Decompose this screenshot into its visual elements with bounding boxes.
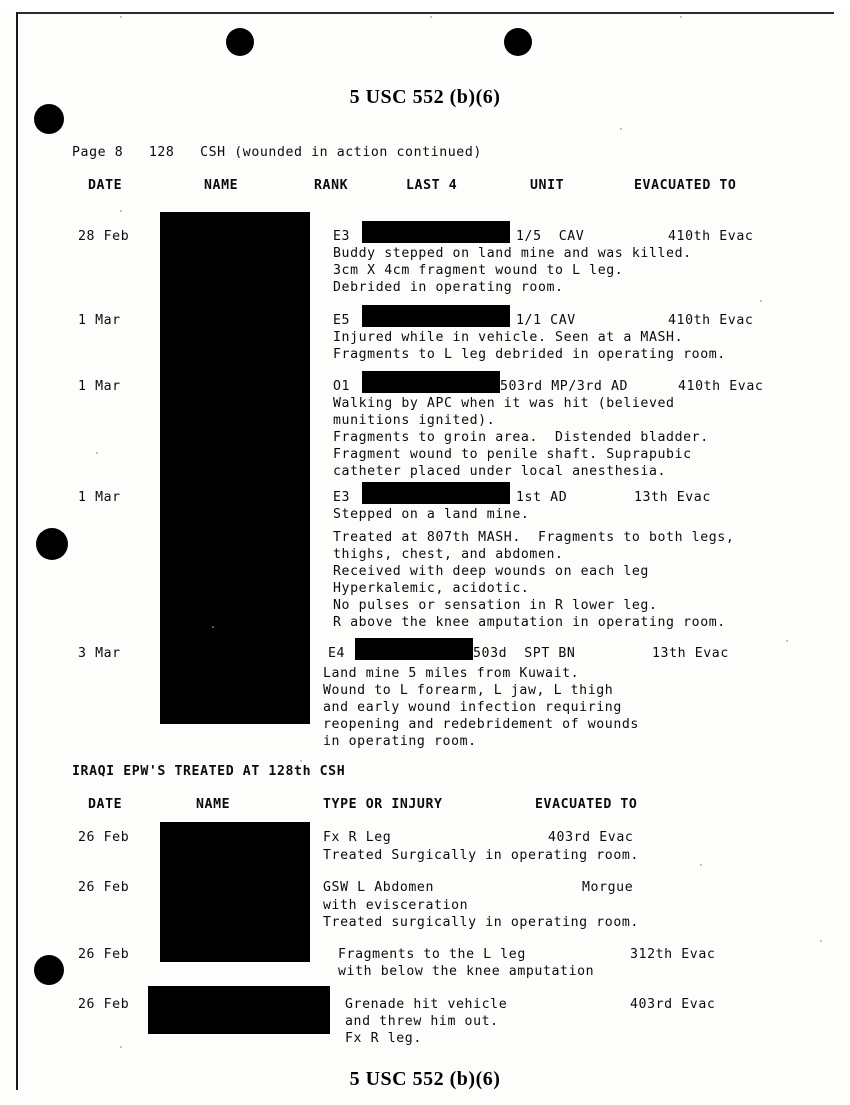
row-date: 26 Feb bbox=[78, 997, 130, 1012]
row-evacuated-to: 410th Evac bbox=[668, 313, 754, 328]
row-unit: 503rd MP/3rd AD bbox=[500, 379, 629, 394]
row-note: Buddy stepped on land mine and was killed. bbox=[333, 246, 692, 261]
row-date: 3 Mar bbox=[78, 646, 121, 661]
row-note: Treated surgically in operating room. bbox=[323, 915, 639, 930]
row-evacuated-to: Morgue bbox=[582, 880, 634, 895]
row-note: Fragments to groin area. Distended bladder. bbox=[333, 430, 709, 445]
row-date: 28 Feb bbox=[78, 229, 130, 244]
row-note: Wound to L forearm, L jaw, L thigh bbox=[323, 683, 614, 698]
row-rank: E4 bbox=[328, 646, 346, 661]
column-header-name: NAME bbox=[196, 797, 231, 812]
row-injury: Fragments to the L leg bbox=[338, 947, 526, 962]
row-note: Injured while in vehicle. Seen at a MASH. bbox=[333, 330, 684, 345]
column-header-last4: LAST 4 bbox=[406, 178, 458, 193]
row-note: reopening and redebridement of wounds bbox=[323, 717, 639, 732]
page-border-top bbox=[16, 12, 834, 14]
row-evacuated-to: 312th Evac bbox=[630, 947, 716, 962]
name-column-redaction bbox=[148, 986, 330, 1034]
last4-redaction bbox=[362, 221, 510, 243]
row-note: and early wound infection requiring bbox=[323, 700, 622, 715]
page-border-left bbox=[16, 12, 18, 1090]
row-rank: E3 bbox=[333, 229, 351, 244]
row-evacuated-to: 410th Evac bbox=[668, 229, 754, 244]
row-injury: Fx R Leg bbox=[323, 830, 392, 845]
row-date: 26 Feb bbox=[78, 947, 130, 962]
row-unit: 503d SPT BN bbox=[473, 646, 576, 661]
row-note: 3cm X 4cm fragment wound to L leg. bbox=[333, 263, 624, 278]
last4-redaction bbox=[362, 305, 510, 327]
row-unit: 1/5 CAV bbox=[516, 229, 585, 244]
punch-hole-icon bbox=[34, 955, 64, 985]
column-header-name: NAME bbox=[204, 178, 239, 193]
section-title-epw: IRAQI EPW'S TREATED AT 128th CSH bbox=[72, 764, 346, 779]
row-evacuated-to: 13th Evac bbox=[634, 490, 711, 505]
column-header-type-injury: TYPE OR INJURY bbox=[323, 797, 443, 812]
column-header-unit: UNIT bbox=[530, 178, 565, 193]
row-date: 26 Feb bbox=[78, 880, 130, 895]
row-note: R above the knee amputation in operating room. bbox=[333, 615, 726, 630]
name-column-redaction bbox=[160, 212, 310, 724]
punch-hole-icon bbox=[226, 28, 254, 56]
row-evacuated-to: 403rd Evac bbox=[630, 997, 716, 1012]
column-header-date: DATE bbox=[88, 797, 123, 812]
row-note: Walking by APC when it was hit (believed bbox=[333, 396, 675, 411]
row-note: Treated Surgically in operating room. bbox=[323, 848, 639, 863]
row-note: Received with deep wounds on each leg bbox=[333, 564, 649, 579]
row-note: Fragments to L leg debrided in operating room. bbox=[333, 347, 726, 362]
row-unit: 1/1 CAV bbox=[516, 313, 576, 328]
row-note: Debrided in operating room. bbox=[333, 280, 564, 295]
header-exemption-stamp: 5 USC 552 (b)(6) bbox=[349, 86, 501, 108]
row-date: 1 Mar bbox=[78, 379, 121, 394]
row-date: 1 Mar bbox=[78, 490, 121, 505]
row-injury: GSW L Abdomen bbox=[323, 880, 435, 895]
row-note: Fx R leg. bbox=[345, 1031, 422, 1046]
row-date: 26 Feb bbox=[78, 830, 130, 845]
row-note: Stepped on a land mine. bbox=[333, 507, 530, 522]
row-evacuated-to: 403rd Evac bbox=[548, 830, 634, 845]
row-note: and threw him out. bbox=[345, 1014, 499, 1029]
row-note: with below the knee amputation bbox=[338, 964, 595, 979]
row-rank: E5 bbox=[333, 313, 351, 328]
row-note: Treated at 807th MASH. Fragments to both legs, bbox=[333, 530, 735, 545]
column-header-evacuated: EVACUATED TO bbox=[535, 797, 638, 812]
row-note: with evisceration bbox=[323, 898, 469, 913]
punch-hole-icon bbox=[504, 28, 532, 56]
row-injury: Grenade hit vehicle bbox=[345, 997, 508, 1012]
punch-hole-icon bbox=[36, 528, 68, 560]
row-note: catheter placed under local anesthesia. bbox=[333, 464, 667, 479]
row-evacuated-to: 13th Evac bbox=[652, 646, 729, 661]
row-rank: O1 bbox=[333, 379, 351, 394]
column-header-evacuated: EVACUATED TO bbox=[634, 178, 737, 193]
row-note: No pulses or sensation in R lower leg. bbox=[333, 598, 658, 613]
footer-exemption-stamp: 5 USC 552 (b)(6) bbox=[349, 1068, 501, 1090]
last4-redaction bbox=[355, 638, 473, 660]
row-note: Hyperkalemic, acidotic. bbox=[333, 581, 530, 596]
row-unit: 1st AD bbox=[516, 490, 568, 505]
row-date: 1 Mar bbox=[78, 313, 121, 328]
row-rank: E3 bbox=[333, 490, 351, 505]
row-note: Land mine 5 miles from Kuwait. bbox=[323, 666, 580, 681]
row-note: in operating room. bbox=[323, 734, 477, 749]
column-header-rank: RANK bbox=[314, 178, 349, 193]
row-note: munitions ignited). bbox=[333, 413, 496, 428]
column-header-date: DATE bbox=[88, 178, 123, 193]
page-line: Page 8 128 CSH (wounded in action continued) bbox=[72, 145, 482, 160]
row-note: Fragment wound to penile shaft. Suprapubic bbox=[333, 447, 692, 462]
name-column-redaction bbox=[160, 822, 310, 962]
last4-redaction bbox=[362, 371, 500, 393]
last4-redaction bbox=[362, 482, 510, 504]
row-note: thighs, chest, and abdomen. bbox=[333, 547, 564, 562]
row-evacuated-to: 410th Evac bbox=[678, 379, 764, 394]
